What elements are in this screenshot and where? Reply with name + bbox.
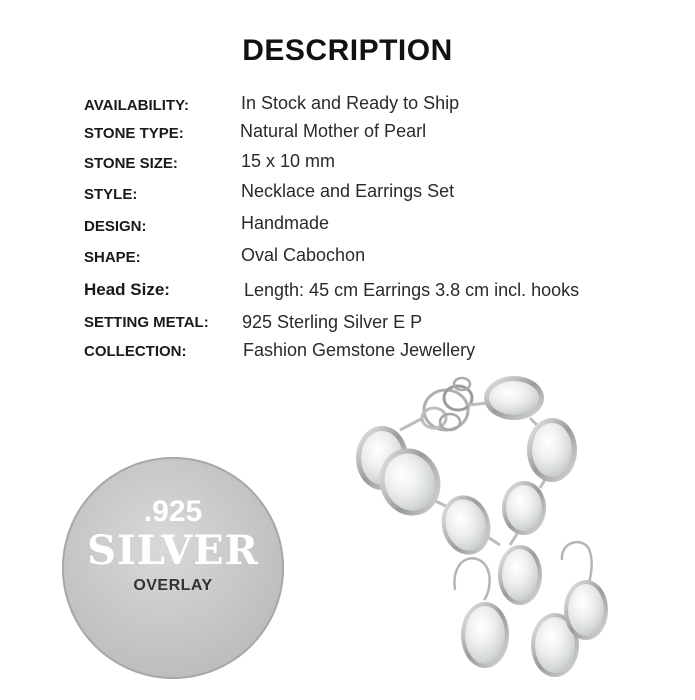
badge-purity-text: .925: [143, 495, 203, 528]
spec-value-stone-size: 15 x 10 mm: [241, 151, 336, 171]
spec-value-setting-metal: 925 Sterling Silver E P: [242, 312, 423, 332]
spec-label-stone-size: STONE SIZE:: [84, 155, 178, 172]
silver-overlay-badge: [62, 457, 284, 679]
chain-clasp: [422, 378, 472, 430]
spec-label-head-size: Head Size:: [84, 280, 170, 299]
jewelry-product-image: [350, 360, 670, 690]
spec-label-shape: SHAPE:: [84, 249, 141, 266]
page-title: DESCRIPTION: [242, 34, 453, 67]
spec-label-collection: COLLECTION:: [84, 343, 187, 360]
spec-value-head-size: Length: 45 cm Earrings 3.8 cm incl. hooks: [244, 280, 580, 300]
spec-value-design: Handmade: [241, 213, 330, 233]
spec-label-design: DESIGN:: [84, 218, 147, 235]
spec-value-availability: In Stock and Ready to Ship: [241, 93, 460, 113]
badge-silver-text: SILVER: [87, 527, 259, 574]
badge-overlay-text: OVERLAY: [133, 577, 213, 594]
spec-value-style: Necklace and Earrings Set: [241, 181, 455, 201]
spec-label-availability: AVAILABILITY:: [84, 97, 189, 114]
spec-value-shape: Oval Cabochon: [241, 245, 366, 265]
spec-label-setting-metal: SETTING METAL:: [84, 314, 209, 331]
spec-label-stone-type: STONE TYPE:: [84, 125, 184, 142]
spec-label-style: STYLE:: [84, 186, 138, 203]
spec-value-collection: Fashion Gemstone Jewellery: [243, 340, 476, 360]
spec-value-stone-type: Natural Mother of Pearl: [240, 121, 427, 141]
